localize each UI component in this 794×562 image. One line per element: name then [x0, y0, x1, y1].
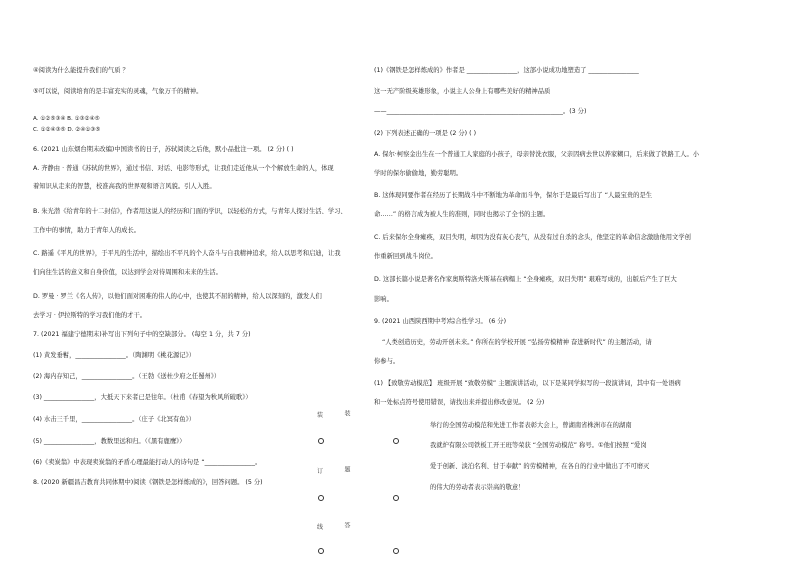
q7-stem: 7. (2021 福建宁德期末)补写出下列句子中的空缺部分。 (每空 1 分，共 7 分): [33, 331, 251, 338]
binding-hole-4: [393, 438, 399, 444]
q7-item-1: (1) 黄发垂髫，________________。（陶渊明《桃花源记》）: [33, 352, 196, 359]
q7-item-5: (5) ________________，教数里远和归。（《黑有鹿鹰》）: [33, 438, 186, 445]
binding-label-6: 答: [343, 522, 350, 528]
binding-label-1: 装: [317, 412, 324, 419]
q9-intro: “人类创造历史，劳动开创未来。” 你所在的学校开展 “弘扬劳模精神 奋进新时代” 的主题活动，请: [382, 339, 652, 346]
q7-item-3: (3) ________________，大抵天下来者已是往年。（杜甫《春望为秋风所破歌》）: [33, 394, 252, 401]
q6-stem: 6. (2021 山东烟台期末改编)中国读书的日子，苏轼阅读之后他，默小品批注一项。 (2 分) ( ): [33, 146, 294, 153]
q6-option-c-cont: 们向往生活的意义和自身价值，以达到学会对待周围和未来的生活。: [33, 269, 222, 276]
binding-hole-6: [393, 548, 399, 554]
binding-hole-1: [318, 438, 324, 444]
speech-para-3: 爱于创新、淡泊名利、甘于奉献” 的劳模精神，在各自的行业中做出了不可磨灭: [430, 463, 650, 470]
r-line-3: ——________________________________________________________。(3 分): [374, 108, 587, 115]
q6-option-b: B. 朱光潜《给青年的十二封信》，作者用这说人的经历和门面的学识，以轻松的方式，与青年人探讨生活、学习、: [33, 208, 347, 215]
q8-stem: 8. (2020 新疆昌吉教育共同体期中)阅读《钢铁是怎样炼成的》，回答问题。 (5 分): [33, 479, 263, 486]
q9-stem: 9. (2021 山西陕西期中考)综合性学习。 (6 分): [374, 318, 507, 325]
binding-hole-3: [318, 548, 324, 554]
q6-option-a-cont: 着知识从走来的智慧，校准高我的世界观和语言风貌。引人入胜。: [33, 183, 216, 190]
r-option-c-cont: 作重新回到战斗岗位。: [374, 253, 437, 260]
r-option-c: C. 后来保尔全身瘫痪，双目失明，却因为没有灰心丧气，从没有过自杀的念头，他坚定的革命信念激励他用文学创: [374, 234, 691, 241]
q9-part-1: (1) 【致敬劳动模范】 班级开展 “致敬劳模” 主题演讲活动，以下是某同学拟写的一段演讲词，其中有一处语病: [374, 380, 681, 387]
q6-option-a: A. 齐静由 · 普通《苏轼的世界》，通过书信、对话、电影等形式，让我们走近他从一个个解放生命的人，体现: [33, 165, 334, 172]
r-option-b-cont: 命……” 的格言成为被人生的准则，同时也揭示了全书的主题。: [374, 211, 550, 218]
r-line-1: (1)《钢铁是怎样炼成的》作者是 ________________，这部小说成功地塑造了 ________________: [374, 67, 639, 74]
r-option-b: B. 这体现同要作者在经历了长期战斗中不断地为革命而斗争，保尔于是最后写出了 “人最宝贵的是生: [374, 192, 653, 199]
q6-option-d: D. 罗曼 · 罗兰《名人传》，以他们面对困难的伟人的心中，也使其不屈的精神，给人以深刻的，激发人们: [33, 293, 322, 300]
binding-label-5: 题: [343, 466, 350, 472]
q5-options-2: C. ①②④③⑤ D. ②④①③⑤: [33, 127, 101, 133]
r-option-d-cont: 影响。: [374, 296, 393, 303]
r-option-a: A. 保尔·柯察金出生在一个普通工人家庭的小孩子，母亲替洗衣服，父亲因病去世以养家糊口，后来做了铁路工人。小: [374, 151, 700, 158]
binding-hole-2: [318, 495, 324, 501]
q9-intro-cont: 你参与。: [374, 358, 400, 365]
binding-label-3: 线: [317, 524, 324, 531]
speech-para-4: 的伟大的劳动者表示崇高的敬意！: [430, 484, 525, 491]
q7-item-6: (6)《卖炭翁》中表现卖炭翁的矛盾心理最能打动人的诗句是 “________________。: [33, 459, 262, 466]
binding-label-4: 装: [343, 410, 350, 416]
q7-item-2: (2) 海内存知己，________________。（王勃《送杜少府之任蜀州》）: [33, 373, 221, 380]
binding-hole-5: [393, 495, 399, 501]
r-option-a-cont: 学时的保尔偷偷地，勤劳聪明。: [374, 170, 463, 177]
q5-options: A. ①②⑤③④ B. ①③②④⑤: [33, 116, 100, 122]
q6-option-b-cont: 工作中的事情，助力于青年人的成长。: [33, 227, 141, 234]
r-option-d: D. 这部长篇小说是著名作家奥斯特洛夫斯基在病榻上 “全身瘫痪，双目失明” 艰难写成的，出版后产生了巨大: [374, 276, 677, 283]
binding-label-2: 订: [317, 468, 324, 475]
q9-part-1-cont: 和一处标点符号使用错误，请找出来并提出修改意见。 (2 分): [374, 399, 545, 406]
r-line-2: 这一无产阶级英雄形象，小说主人公身上有哪些美好的精神品质: [374, 88, 551, 95]
q7-item-4: (4) 水击三千里，________________。（庄子《北冥有鱼》）: [33, 416, 196, 423]
q6-option-d-cont: 去学习 · 伊拉斯特的学习我们他的才干。: [33, 312, 147, 319]
r-q2-stem: (2) 下列表述正确的一项是 (2 分) ( ): [374, 130, 477, 137]
speech-para-2: 我就炉有限公司铁板工开王班等荣获 “全国劳动模范” 称号。①他们按照 “爱岗: [430, 442, 647, 449]
q6-option-c: C. 路遥《平凡的世界》，于平凡的生活中，描绘出不平凡的个人奋斗与自我精神追求，给人以思考和启迪，让我: [33, 250, 341, 257]
q5-answer: ⑤可以说，阅读培育的是丰富充实的灵魂，气象万千的精神。: [33, 88, 203, 95]
speech-para-1: 举行的全国劳动模范和先进工作者表彰大会上，曾湖南省株洲市在的湖南: [430, 422, 632, 429]
q5-tail: ④阅读为什么能提升我们的气质 ？: [33, 67, 129, 74]
